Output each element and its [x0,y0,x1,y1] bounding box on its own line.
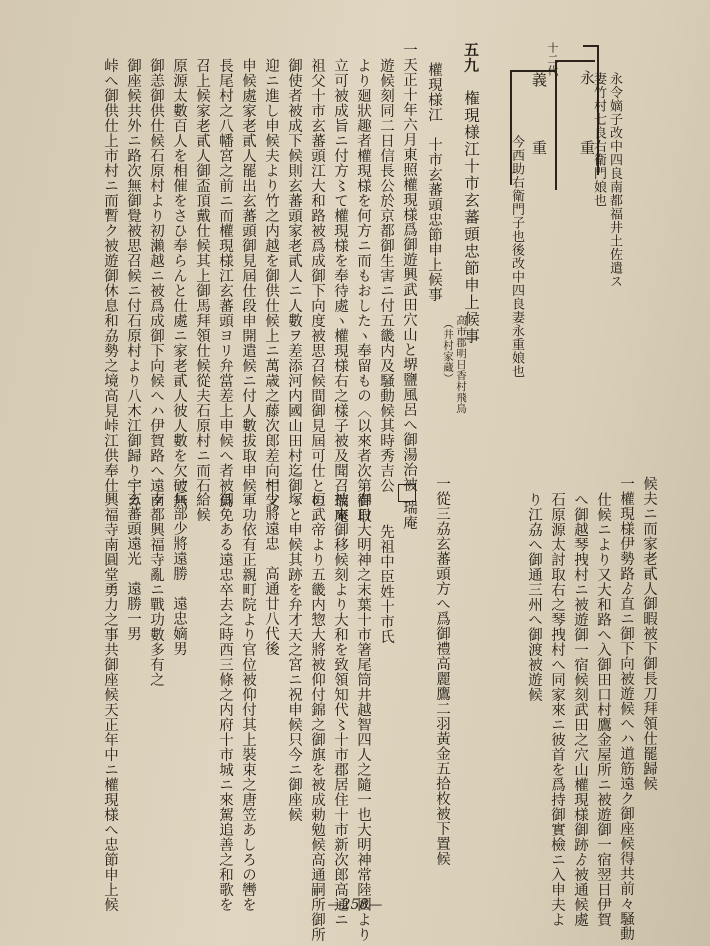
text-line-3: より廻狀趣者權現様を何方ニ而もおしたヽ奉留もの〈以來者次第御取 [355,58,371,523]
text-line-29: 軍功依有正親町院より官位被仰付其上裝束之唐笠あしろの轡を [240,492,256,912]
text-line-30: 御免ある遠忠卒去之時西三條之内府十市城ニ來駕追善之和歌を [217,492,233,912]
text-line-17: 仕候ニより又大和路へ入御田口村鷹金屋所ニ被遊御一宿翌日伊賀 [595,492,611,927]
text-line-6: 御使者被成下候則玄蕃頭家老貳人ニ人數ヲ差添河内國山田村迄御 [286,58,302,493]
text-line-5: 祖父十市玄蕃頭江大和路被爲成御下向度被思召候間御見屆可仕との [309,58,325,508]
text-line-32: 一兵部少將遠勝 遠忠嫡男 [171,476,187,656]
genealogy-top-rule [583,45,599,47]
text-line-11: 原源太數百人を相催をさひ奉らんと仕處ニ家老貳人彼人數を欠破無 [171,58,187,508]
genealogy-branch-rule [555,60,557,190]
genealogy-name-2b: 重 [530,140,548,156]
genealogy-name-2a: 義 [530,72,548,88]
text-line-21: 一從三劦玄蕃頭方へ爲御禮高麗鷹二羽黃金五拾枚被下置候 [434,476,450,866]
text-line-7: 迎ニ進し申候夫より竹之内越を御供仕候上ニ萬歳之藤次郎差向相支 [263,58,279,508]
text-line-12: 御恙御供仕候石原村より初瀨越ニ被爲成御下向候へハ伊賀路へ遠ク [148,58,164,508]
text-line-10: 召上候家老貳人御盃頂戴仕候其上御馬拜領仕候從夫石原村ニ而石 [194,58,210,493]
source-location: 高市郡明日香村飛鳥 [455,315,467,414]
genealogy-name-1b: 重 [578,140,596,156]
text-line-27: 塚と申候其跡を弁才天之宮ニ祝申候只今ニ御座候 [286,492,302,822]
text-line-26: 桓武帝より五畿内惣大將被仰付錦之御旗を被成勅勉候高通嗣所御所 [309,492,325,942]
text-line-20: り江劦へ御通三州へ御渡被遊候 [526,492,542,702]
text-line-1: 一天正十年六月東照權現様爲御遊興武田穴山と堺鹽風呂へ御湯治被 [401,42,417,492]
text-line-24: 春日大明神之末葉十市箸尾筒井越智四人之隨一也大明神常陸國より [355,492,371,942]
text-line-35: 興福寺南圓堂勇力之事共御座候天正年中ニ權現様へ忠節申上候 [102,492,118,912]
text-line-31: 給候 [194,492,210,522]
text-line-14: 峠へ御供仕上市村ニ而暫ク被遊御休息和劦勢之境高見峠江供奉仕 [102,58,118,493]
text-line-8: 申候處家老貳人罷出玄蕃頭御見屆仕段申開遣候ニ付人數拔取申候 [240,58,256,493]
text-line-33: 南都興福寺亂ニ戰功數多有之 [148,492,164,687]
section-title: 権現様江十市玄蕃頭忠節申上候事 [462,90,480,345]
text-line-23: 先祖中臣姓十市氏 [378,524,394,644]
page-number: —258— [327,897,383,913]
text-line-4: 立可被成旨ニ付方〻て權現様を奉待處ヽ權現様右之樣子被及聞召瑞庵 [332,58,348,523]
text-line-2: 遊候刻同二日信長公於京都御生害ニ付五畿内及騒動候其時秀吉公 [378,58,394,493]
text-line-25: 被來御移候刻より大和を致領知代〻十市郡居住十市新次郎高通ニ [332,492,348,927]
text-line-15: 候夫ニ而家老貳人御暇被下御長刀拜領仕罷歸候 [641,476,657,791]
genealogy-note-1: 永令嫡子改中四良南都福井土佐遣ス [607,72,622,288]
source-collection: （井村家蔵） [442,318,454,384]
text-line-28: 一少將遠忠 高通廿八代後 [263,476,279,656]
text-line-13: 御座候共外ニ路次無御覺被思召候ニ付石原村より八木江御歸り宇カ [125,58,141,508]
text-line-22: 瑞庵 [401,500,417,530]
genealogy-note-3: 今西助右衛門子也後改中四良妻永重娘也 [509,135,524,378]
text-line-0: 權現様江 十市玄蕃頭忠節申上候事 [426,62,442,302]
text-line-18: へ御越琴拽村ニ被遊御一宿候刻武田之穴山權現様御跡ゟ被通候處 [572,492,588,927]
text-line-9: 長尾村之八幡宮之前ニ而權現様江玄蕃頭ヨリ弁當差上申候へ者被爲 [217,58,233,508]
genealogy-note-2: 妻竹村七良右衛門娘也 [591,72,606,207]
text-line-16: 一權現様伊勢路ゟ直ニ御下向被遊候へハ道筋遠ク御座候得共前々騒動 [618,476,634,941]
section-number: 五九 [462,42,480,73]
genealogy-name-1a: 永 [578,70,596,86]
text-line-19: 石原源太討取右之琴拽村へ同家來ニ彼首を爲持御實檢ニ入申夫よ [549,492,565,927]
text-line-34: 一玄蕃頭遠光 遠勝一男 [125,476,141,641]
genealogy-mid-rule [555,60,595,62]
generation-label: 十二代 [546,42,559,77]
